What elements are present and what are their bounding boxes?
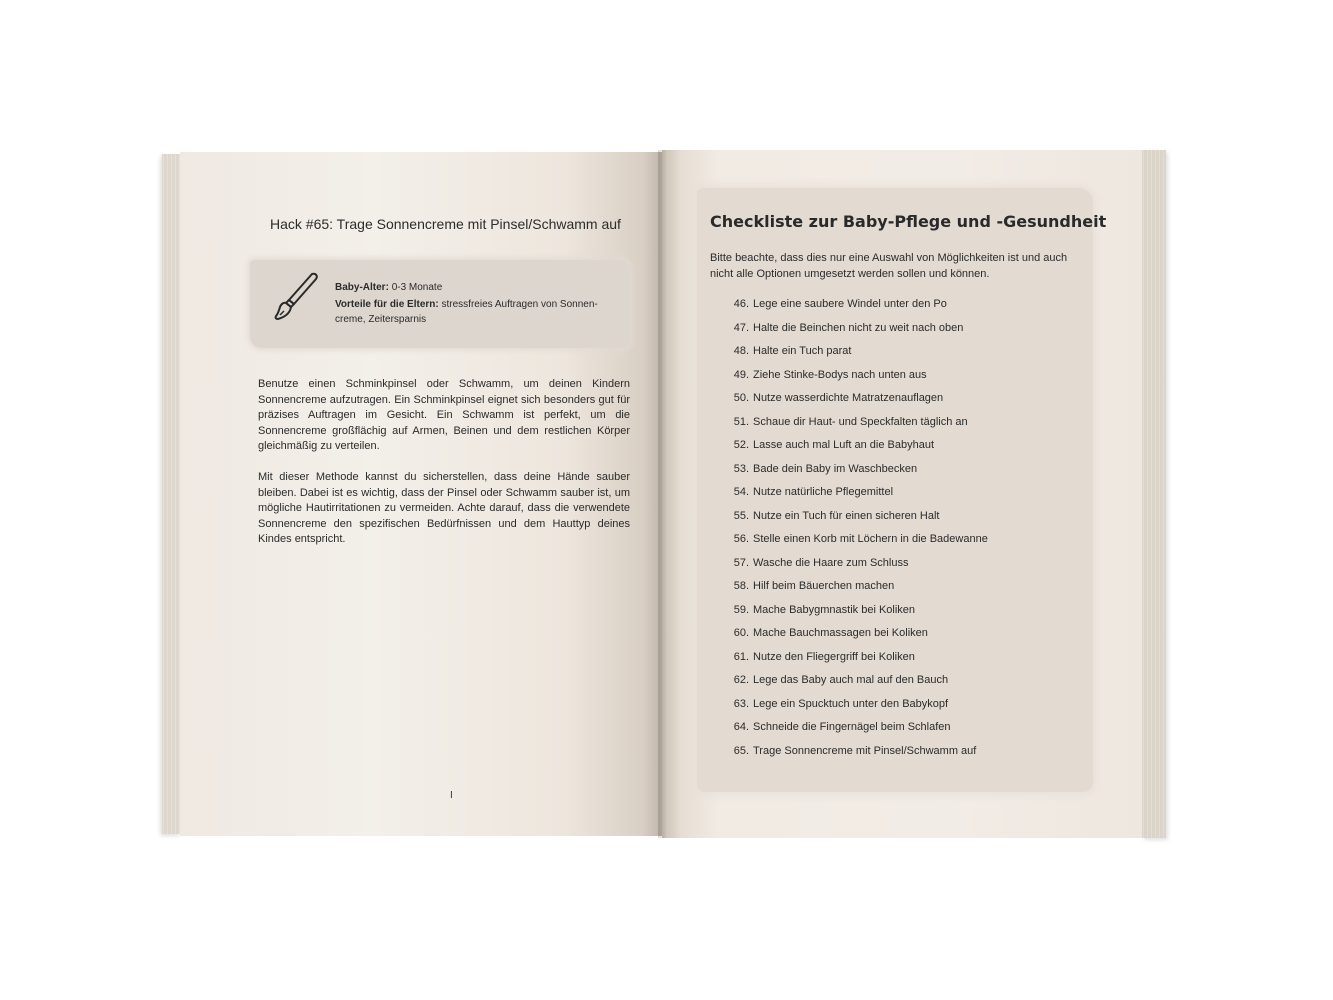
checklist: [710, 296, 1090, 766]
checklist-item: [710, 555, 1090, 579]
checklist-item-text: Ziehe Stinke-Bodys nach unten aus: [753, 368, 927, 381]
checklist-item-number: 57.: [733, 556, 749, 569]
checklist-item-number: 56.: [733, 533, 749, 545]
checklist-item: [710, 343, 1090, 367]
checklist-item: [710, 367, 1090, 391]
checklist-title: Checkliste zur Baby-Pflege und -Gesundheit: [710, 212, 1107, 231]
checklist-item: [710, 390, 1090, 414]
checklist-item: [710, 437, 1090, 461]
checklist-item-number: 63.: [733, 697, 749, 710]
checklist-item-text: Trage Sonnencreme mit Pinsel/Schwamm auf: [753, 744, 977, 757]
checklist-item: [710, 508, 1090, 532]
checklist-item-text: Halte ein Tuch parat: [753, 345, 852, 357]
checklist-item-text: Lege eine saubere Windel unter den Po: [753, 298, 947, 310]
page-edges-right: [1142, 150, 1166, 838]
checklist-item-number: 48.: [733, 345, 749, 357]
checklist-item: [710, 625, 1090, 649]
open-book: [162, 150, 1166, 838]
checklist-item-number: 53.: [733, 462, 749, 475]
checklist-item-number: 52.: [733, 439, 749, 451]
checklist-item-number: 47.: [733, 321, 749, 334]
benefits-value-line2: creme, Zeitersparnis: [335, 314, 427, 325]
checklist-item-number: 64.: [733, 721, 749, 733]
book-gutter: [658, 150, 666, 838]
paintbrush-icon: [266, 270, 322, 326]
checklist-item: [710, 578, 1090, 602]
checklist-item-text: Mache Babygmnastik bei Koliken: [753, 603, 916, 616]
info-box: [250, 260, 630, 348]
checklist-item-number: 61.: [733, 650, 749, 663]
checklist-item-number: 54.: [733, 486, 749, 498]
benefits-label: Vorteile für die Eltern:: [335, 299, 439, 310]
checklist-item: [710, 461, 1090, 485]
checklist-item-text: Schaue dir Haut- und Speckfalten täglich an: [753, 415, 968, 428]
age-label: Baby-Alter:: [335, 282, 389, 293]
checklist-item: [710, 296, 1090, 320]
hack-title: Hack #65: Trage Sonnencreme mit Pinsel/Schwamm auf: [270, 216, 621, 232]
checklist-item-text: Mache Bauchmassagen bei Koliken: [753, 627, 928, 639]
left-page: [180, 152, 662, 836]
benefits-value-line1: stressfreies Auftragen von Sonnen-: [441, 299, 598, 310]
checklist-item: [710, 320, 1090, 344]
age-value: 0-3 Monate: [391, 282, 443, 293]
checklist-item-number: 59.: [733, 603, 749, 616]
checklist-item-number: 60.: [733, 627, 749, 639]
checklist-item: [710, 696, 1090, 720]
checklist-item-number: 55.: [733, 509, 749, 522]
checklist-item-text: Wasche die Haare zum Schluss: [753, 556, 909, 569]
checklist-item-number: 58.: [733, 580, 749, 592]
checklist-item-text: Halte die Beinchen nicht zu weit nach oben: [753, 321, 964, 334]
body-text: [258, 377, 630, 563]
checklist-item: [710, 649, 1090, 673]
checklist-item: [710, 414, 1090, 438]
checklist-item-text: Lege das Baby auch mal auf den Bauch: [753, 674, 949, 686]
checklist-item-number: 51.: [733, 415, 749, 428]
page-edges-left: [162, 154, 182, 834]
checklist-intro: Bitte beachte, dass dies nur eine Auswahl von Möglichkeiten ist und auch nicht alle Optionen umgesetzt werden sollen und können.: [710, 252, 1068, 280]
paragraph: Benutze einen Schminkpinsel oder Schwamm, um deinen Kindern Sonnencreme aufzutragen. Ein Schminkpinsel eignet sich besonders gut für präzises Auftragen im Gesicht. Ein Schwamm ist perfekt, um die Sonnencreme großflächig auf Armen, Beinen und dem restlichen Körper gleichmäßig zu verteilen.: [258, 378, 630, 453]
checklist-item-text: Bade dein Baby im Waschbecken: [753, 462, 918, 475]
checklist-item-text: Nutze den Fliegergriff bei Koliken: [753, 650, 915, 663]
checklist-item-text: Lege ein Spucktuch unter den Babykopf: [753, 697, 949, 710]
checklist-item: [710, 719, 1090, 743]
checklist-item: [710, 602, 1090, 626]
checklist-item-text: Nutze natürliche Pflegemittel: [753, 486, 894, 498]
checklist-item-number: 50.: [733, 392, 749, 404]
checklist-item-text: Schneide die Fingernägel beim Schlafen: [753, 721, 951, 733]
checklist-item: [710, 672, 1090, 696]
checklist-item-number: 49.: [733, 368, 749, 381]
checklist-item: [710, 484, 1090, 508]
checklist-item: [710, 743, 1090, 767]
checklist-item: [710, 531, 1090, 555]
right-page: [662, 150, 1142, 838]
page-number: I: [450, 790, 453, 801]
paragraph: Mit dieser Methode kannst du sicherstellen, dass deine Hände sauber bleiben. Dabei ist es wichtig, dass der Pinsel oder Schwamm sauber ist, um mögliche Hautirritationen zu vermeiden. Achte darauf, dass die verwendete Sonnencreme den spezifischen Bedürfnissen und dem Hauttyp deines Kindes entspricht.: [258, 470, 630, 546]
checklist-item-number: 62.: [733, 674, 749, 686]
checklist-item-text: Hilf beim Bäuerchen machen: [753, 580, 895, 592]
checklist-item-number: 65.: [733, 744, 749, 757]
checklist-item-text: Nutze ein Tuch für einen sicheren Halt: [753, 509, 940, 522]
checklist-item-text: Lasse auch mal Luft an die Babyhaut: [753, 439, 935, 451]
checklist-item-number: 46.: [733, 298, 749, 310]
checklist-item-text: Stelle einen Korb mit Löchern in die Badewanne: [753, 533, 988, 545]
checklist-item-text: Nutze wasserdichte Matratzenauflagen: [753, 392, 944, 404]
info-text: [335, 280, 615, 329]
